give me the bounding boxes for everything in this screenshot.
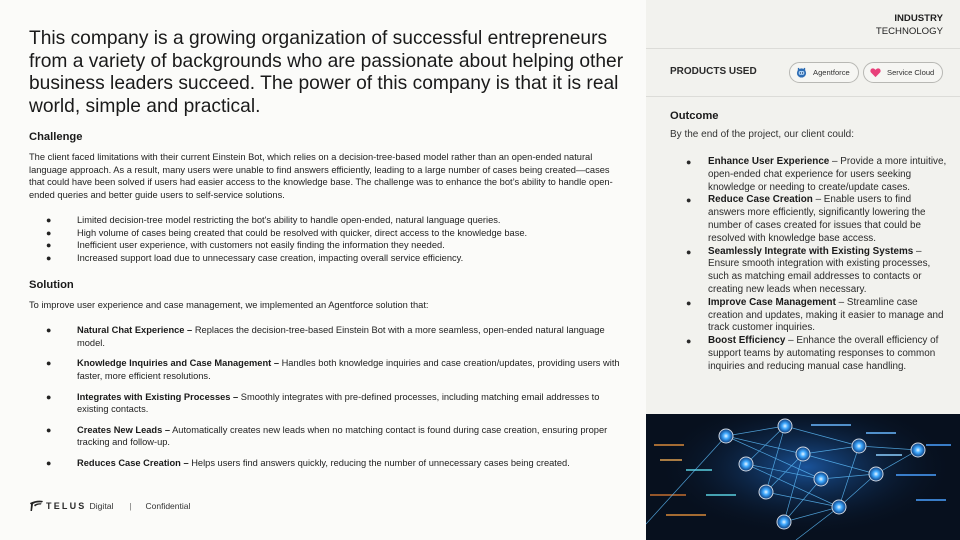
- list-item: ● Reduces Case Creation – Helps users find answers quickly, reducing the number of unnecessary cases being created.: [46, 458, 570, 469]
- solution-title: Solution: [29, 279, 74, 291]
- confidential-label: Confidential: [145, 501, 191, 511]
- bullet-icon: ●: [46, 240, 52, 250]
- bullet-icon: ●: [686, 195, 692, 206]
- list-item: ● Knowledge Inquiries and Case Management – Handles both knowledge inquiries and case creation/updates, providing users with faster, more efficient resolutions.: [46, 358, 620, 381]
- list-item: ● High volume of cases being created that could be resolved with quicker, direct access to the knowledge base.: [46, 227, 528, 238]
- industry-value: TECHNOLOGY: [875, 25, 943, 37]
- bullet-icon: ●: [46, 215, 52, 225]
- bullet-icon: ●: [46, 391, 52, 402]
- bullet-icon: ●: [686, 336, 692, 347]
- divider: [646, 48, 960, 49]
- list-item: ● Integrates with Existing Processes – Smoothly integrates with pre-defined processes, including matching email addresses to existing contacts.: [46, 391, 600, 415]
- product-chip-service-cloud: Service Cloud: [863, 62, 943, 83]
- neural-network-image: [646, 414, 960, 540]
- product-chip-agentforce: Agentforce: [789, 62, 859, 83]
- list-item: ● Limited decision-tree model restricting the bot's ability to handle open-ended, natural language queries.: [46, 215, 501, 225]
- solution-bullets: [29, 324, 629, 478]
- bullet-icon: ●: [46, 325, 52, 335]
- bullet-icon: ●: [686, 297, 692, 308]
- neural-network-illustration: [646, 414, 960, 540]
- list-item: ● Improve Case Management – Streamline case creation and updates, making it easier to manage and track customer inquiries.: [686, 296, 944, 334]
- list-item: ● Inefficient user experience, with customers not easily finding the information they needed.: [46, 240, 445, 250]
- list-item: ● Seamlessly Integrate with Existing Systems – Ensure smooth integration with existing processes, such as matching email addresses to contacts or creating new leads when necessary.: [686, 245, 931, 295]
- telus-logo-icon: [29, 500, 43, 512]
- outcome-title: Outcome: [670, 110, 719, 122]
- bullet-icon: ●: [46, 227, 52, 238]
- bullet-icon: ●: [46, 458, 52, 469]
- agentforce-robot-icon: [796, 67, 807, 78]
- challenge-title: Challenge: [29, 131, 83, 143]
- headline: This company is a growing organization of successful entrepreneurs from a variety of backgrounds who are passionate about helping other business leaders succeed. The power of this company is that it is real world, simple and practical.: [29, 28, 624, 117]
- challenge-bullets: [29, 214, 629, 264]
- challenge-body: The client faced limitations with their current Einstein Bot, which relies on a decision-tree-based model rather than an open-ended natural language approach. As a result, many users were unable to find answers efficiently, leading to a large number of cases being created—cases that could have been solved if users had easier access to the knowledge base. The challenge was to enhance the bot’s ability to handle open-ended queries and better guide users to self-service solutions.: [29, 152, 613, 200]
- solution-intro: To improve user experience and case management, we implemented an Agentforce solution that:: [29, 300, 429, 310]
- bullet-icon: ●: [686, 246, 692, 257]
- list-item: ● Boost Efficiency – Enhance the overall efficiency of support teams by automating responses to common inquiries and reducing manual case handling.: [686, 335, 939, 372]
- outcome-bullets: [670, 156, 950, 374]
- divider: [646, 96, 960, 97]
- footer-separator: |: [129, 501, 132, 511]
- list-item: ● Creates New Leads – Automatically creates new leads when no matching contact is found during case creation, ensuring proper tracking and follow-up.: [46, 424, 608, 448]
- products-used-label: PRODUCTS USED: [670, 66, 757, 77]
- bullet-icon: ●: [686, 157, 692, 167]
- bullet-icon: ●: [46, 252, 52, 263]
- industry-block: [876, 13, 943, 38]
- heart-icon: [870, 67, 881, 78]
- brand-name: TELUS: [46, 501, 87, 511]
- list-item: ● Increased support load due to unnecessary case creation, impacting overall service efficiency.: [46, 252, 464, 263]
- bullet-icon: ●: [46, 358, 52, 369]
- list-item: ● Natural Chat Experience – Replaces the decision-tree-based Einstein Bot with a more seamless, open-ended natural language model.: [46, 325, 605, 348]
- industry-label: INDUSTRY: [894, 13, 943, 24]
- list-item: ● Reduce Case Creation – Enable users to find answers more efficiently, significantly lowering the number of cases created for issues that could be resolved with knowledge base access.: [686, 194, 926, 244]
- brand-suffix: Digital: [89, 501, 114, 511]
- footer: [29, 499, 190, 513]
- sidebar: [646, 0, 960, 540]
- list-item: ● Enhance User Experience – Provide a more intuitive, open-ended chat experience for users seeking knowledge or needing to create/update cases.: [686, 156, 947, 193]
- outcome-intro: By the end of the project, our client could:: [670, 129, 854, 140]
- bullet-icon: ●: [46, 424, 52, 435]
